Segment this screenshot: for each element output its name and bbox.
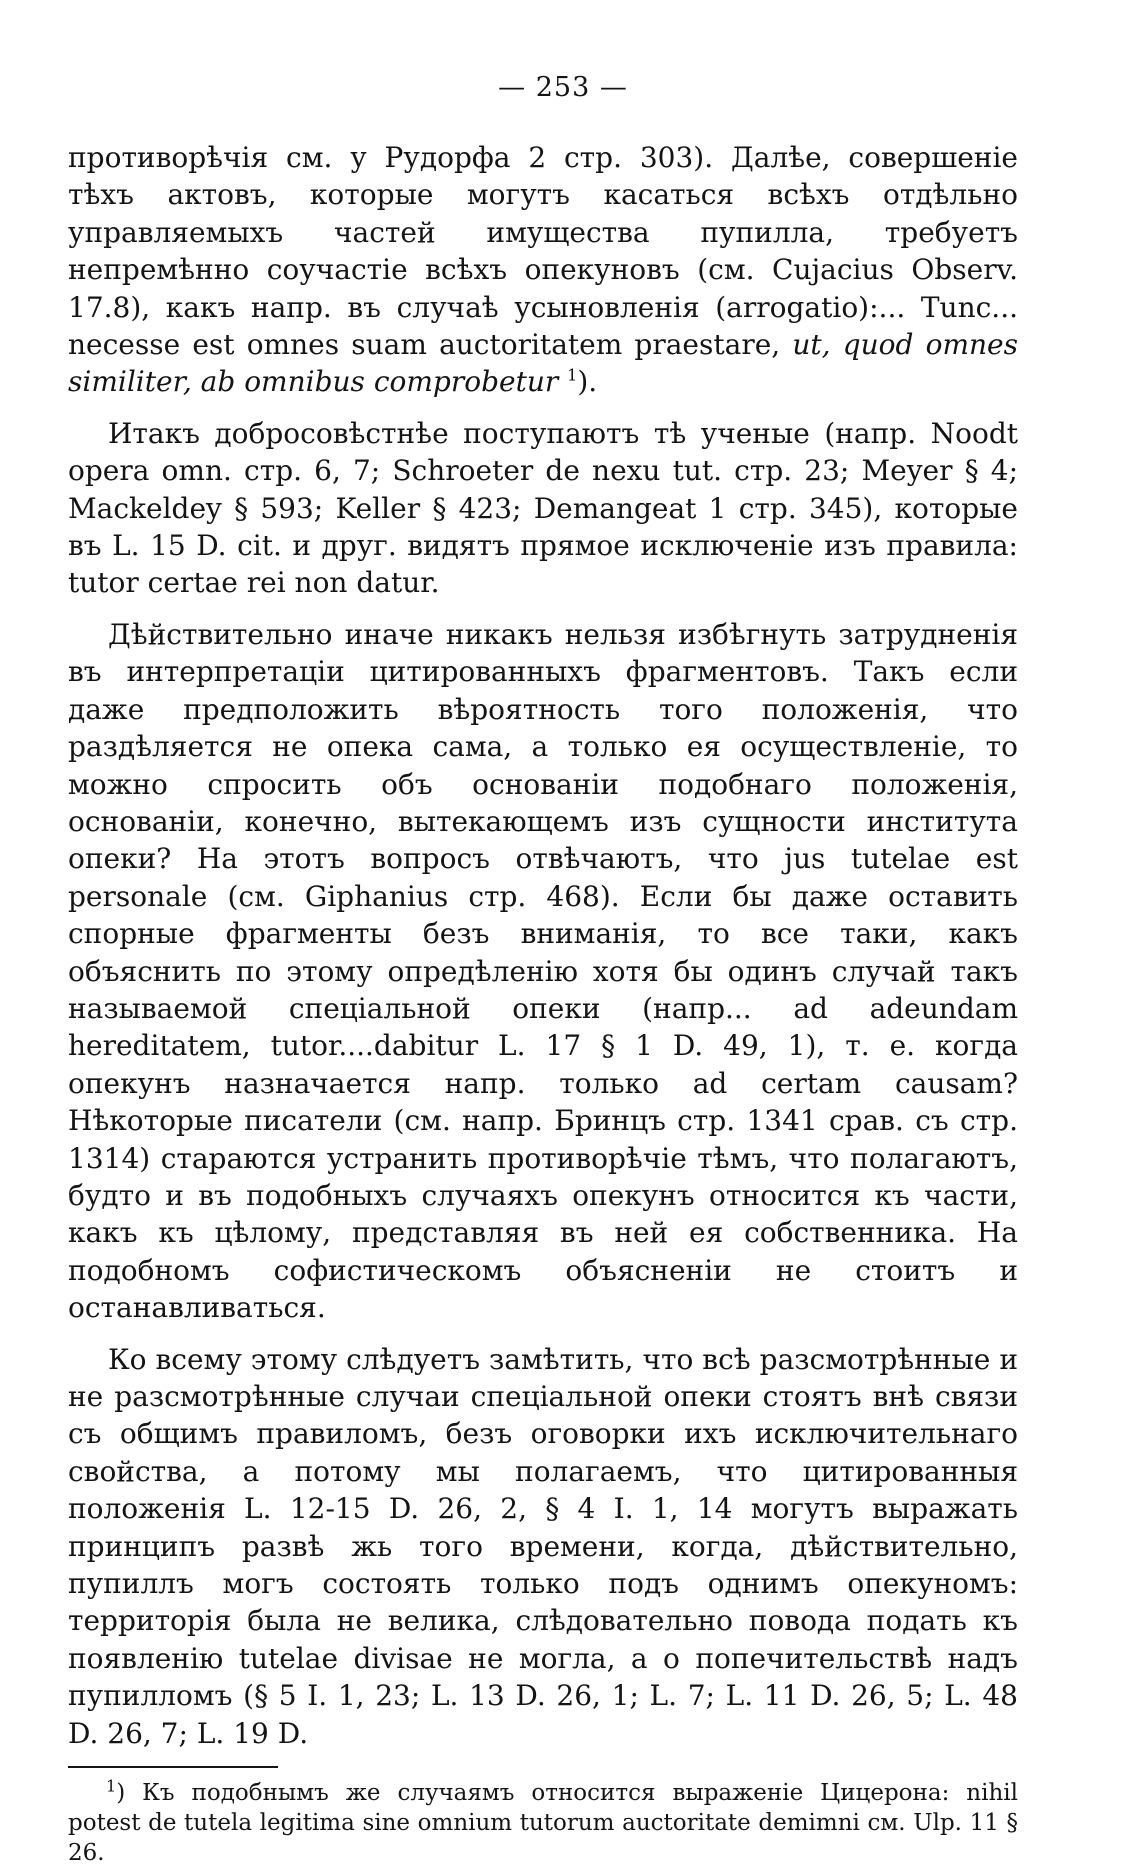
latin-quote: ut, quod omnes similiter, ab omnibus comprobetur xyxy=(68,328,1018,399)
footnote xyxy=(68,1778,1018,1868)
paragraph-3: Дѣйствительно иначе никакъ нельзя избѣгнуть затрудненія въ интерпретаціи цитированныхъ фрагментовъ. Такъ если даже предположить вѣроятность того положенія, что раздѣляется не опека сама, а только ея осуществленіе, то можно спросить объ основаніи подобнаго положенія, основаніи, конечно, вытекающемъ изъ сущности института опеки? На этотъ вопросъ отвѣчаютъ, что jus tutelae est personale (см. Giphanius стр. 468). Если бы даже оставить спорные фрагменты безъ вниманія, то все таки, какъ объяснить по этому опредѣленію хотя бы одинъ случай такъ называемой спеціальной опеки (напр... ad adeundam hereditatem, tutor....dabitur L. 17 § 1 D. 49, 1), т. е. когда опекунъ назначается напр. только ad certam causam? Нѣкоторые писатели (см. напр. Бринцъ стр. 1341 срав. съ стр. 1314) стараются устранить противорѣчіе тѣмъ, что полагаютъ, будто и въ подобныхъ случаяхъ опекунъ относится къ части, какъ къ цѣлому, представляя въ ней ея собственника. На подобномъ софистическомъ объясненіи не стоитъ и останавливаться. xyxy=(68,617,1018,1325)
footnote-marker: 1 xyxy=(106,1776,117,1796)
footnote-reference[interactable]: 1 xyxy=(567,366,578,386)
page-number: — 253 — xyxy=(498,72,628,103)
paragraph-1 xyxy=(68,139,1018,401)
paragraph-2: Итакъ добросовѣстнѣе поступаютъ тѣ ученые (напр. Noodt opera omn. стр. 6, 7; Schroeter de nexu tut. стр. 23; Meyer § 4; Mackeldey § 593; Keller § 423; Demangeat 1 стр. 345), которые въ L. 15 D. cit. и друг. видятъ прямое исключеніе изъ правила: tutor certae rei non datur. xyxy=(68,416,1018,600)
body-text xyxy=(68,139,1018,1752)
document-page xyxy=(68,72,1018,1868)
paragraph-4: Ко всему этому слѣдуетъ замѣтить, что всѣ разсмотрѣнные и не разсмотрѣнные случаи спеціальной опеки стоятъ внѣ связи съ общимъ правиломъ, безъ оговорки ихъ исключительнаго свойства, а потому мы полагаемъ, что цитированныя положенія L. 12-15 D. 26, 2, § 4 I. 1, 14 могутъ выражать принципъ развѣ жь того времени, когда, дѣйствительно, пупиллъ могъ состоять только подъ однимъ опекуномъ: территорія была не велика, слѣдовательно повода подать къ появленію tutelae divisae не могла, а о попечительствѣ надъ пупилломъ (§ 5 I. 1, 23; L. 13 D. 26, 1; L. 7; L. 11 D. 26, 5; L. 48 D. 26, 7; L. 19 D. xyxy=(68,1342,1018,1750)
paragraph-1-end: ). xyxy=(577,365,598,399)
paragraph-1-text: противорѣчія см. у Рудорфа 2 стр. 303). Далѣе, совершеніе тѣхъ актовъ, которые могутъ касаться всѣхъ отдѣльно управляемыхъ частей имущества пупилла, требуетъ непремѣнно соучастіе всѣхъ опекуновъ (см. Cujacius Observ. 17.8), какъ напр. въ случаѣ усыновленія (arrogatio):... Tunc... necesse est omnes suam auctoritatem praestare, xyxy=(68,141,1018,362)
footnote-divider xyxy=(68,1766,278,1768)
footnote-text: ) Къ подобнымъ же случаямъ относится выраженіе Цицерона: nihil potest de tutela legitima sine omnium tutorum auctoritate demimni см. Ulp. 11 § 26. xyxy=(68,1780,1018,1867)
